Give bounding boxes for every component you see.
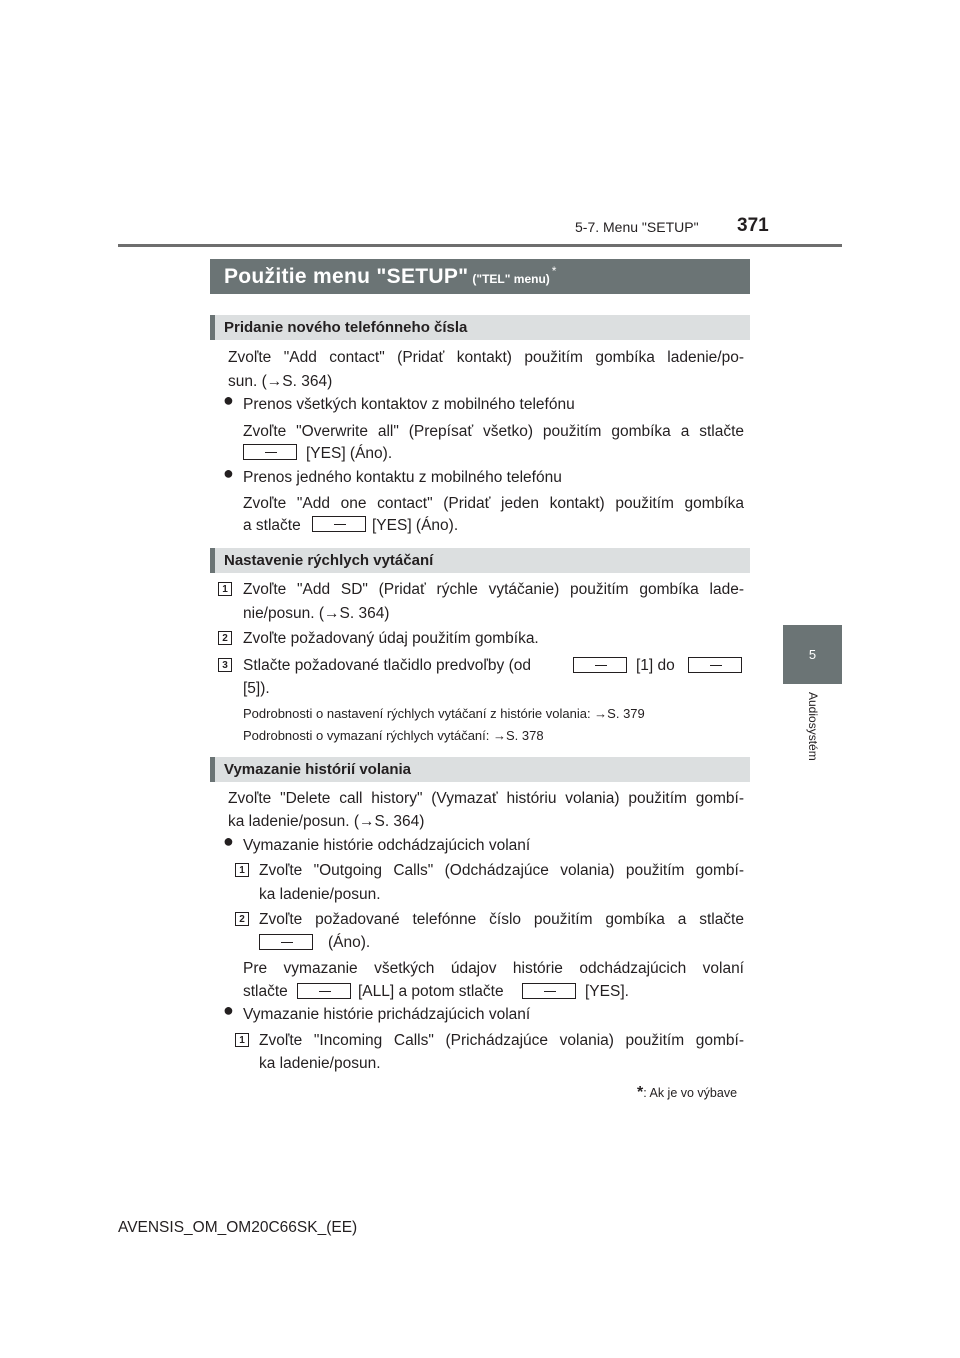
note: Podrobnosti o vymazaní rýchlych vytáčaní: →S. 378: [243, 728, 544, 743]
paragraph: Zvoľte "Outgoing Calls" (Odchádzajúce volania) použitím gombí-: [259, 862, 744, 879]
footnote-star-icon: *: [637, 1084, 644, 1101]
step-number: 2: [218, 631, 232, 645]
paragraph: Pre vymazanie všetkých údajov histórie odchádzajúcich volaní: [243, 960, 744, 977]
paragraph: stlačte: [243, 983, 288, 1000]
footnote-marker: *: [551, 263, 557, 278]
paragraph: [5]).: [243, 680, 270, 697]
paragraph: Zvoľte "Add SD" (Pridať rýchle vytáčanie) použitím gombíka lade-: [243, 581, 744, 598]
screen-button-icon: [297, 983, 351, 999]
paragraph: [YES].: [585, 983, 629, 1000]
paragraph: [ALL] a potom stlačte: [358, 983, 504, 1000]
bullet-label: Prenos všetkých kontaktov z mobilného telefónu: [243, 396, 575, 413]
paragraph: Zvoľte "Add contact" (Pridať kontakt) použitím gombíka ladenie/po-: [228, 349, 744, 366]
bullet-icon: ●: [223, 1000, 234, 1020]
screen-button-icon: [688, 657, 742, 673]
page-title-sub: ("TEL" menu): [472, 271, 550, 286]
paragraph: Zvoľte "Add one contact" (Pridať jeden kontakt) použitím gombíka: [243, 495, 744, 512]
step-number: 1: [218, 582, 232, 596]
section-heading-add-number: Pridanie nového telefónneho čísla: [210, 315, 750, 340]
screen-button-icon: [243, 444, 297, 460]
paragraph: Zvoľte "Overwrite all" (Prepísať všetko) použitím gombíka a stlačte: [243, 423, 744, 440]
document-code: AVENSIS_OM_OM20C66SK_(EE): [118, 1219, 358, 1236]
bullet-label: Prenos jedného kontaktu z mobilného telefónu: [243, 469, 562, 486]
section-title: 5-7. Menu "SETUP": [575, 219, 699, 235]
screen-button-icon: [573, 657, 627, 673]
screen-button-icon: [259, 934, 313, 950]
paragraph: [1] do: [636, 657, 675, 674]
paragraph: Zvoľte požadovaný údaj použitím gombíka.: [243, 630, 539, 647]
screen-button-icon: [312, 516, 366, 532]
chapter-tab: 5: [783, 625, 842, 684]
chapter-label: Audiosystém: [806, 692, 820, 761]
note: Podrobnosti o nastavení rýchlych vytáčaní z histórie volania: →S. 379: [243, 706, 645, 721]
bullet-label: Vymazanie histórie prichádzajúcich volaní: [243, 1006, 531, 1023]
page-number: 371: [737, 215, 769, 236]
paragraph: Stlačte požadované tlačidlo predvoľby (od: [243, 657, 532, 674]
paragraph: [YES] (Áno).: [306, 445, 393, 462]
footnote: [637, 1084, 737, 1102]
bullet-icon: ●: [223, 831, 234, 851]
footnote-text: : Ak je vo výbave: [643, 1086, 738, 1100]
step-number: 3: [218, 658, 232, 672]
bullet-icon: ●: [223, 463, 234, 483]
step-number: 2: [235, 912, 249, 926]
section-heading-delete-history: Vymazanie histórií volania: [210, 757, 750, 782]
paragraph: ka ladenie/posun.: [259, 886, 381, 903]
screen-button-icon: [522, 983, 576, 999]
paragraph: Zvoľte "Incoming Calls" (Prichádzajúce volania) použitím gombí-: [259, 1032, 744, 1049]
bullet-label: Vymazanie histórie odchádzajúcich volaní: [243, 837, 531, 854]
page-title-bar: [210, 259, 750, 294]
paragraph: (Áno).: [328, 934, 371, 951]
step-number: 1: [235, 863, 249, 877]
paragraph: ka ladenie/posun. (→S. 364): [228, 813, 425, 830]
paragraph: sun. (→S. 364): [228, 373, 333, 390]
paragraph: Zvoľte "Delete call history" (Vymazať históriu volania) použitím gombí-: [228, 790, 744, 807]
paragraph: nie/posun. (→S. 364): [243, 605, 390, 622]
bullet-icon: ●: [223, 390, 234, 410]
section-heading-speed-dial: Nastavenie rýchlych vytáčaní: [210, 548, 750, 573]
paragraph: [YES] (Áno).: [372, 517, 459, 534]
paragraph: a stlačte: [243, 517, 301, 534]
header-divider: [118, 244, 842, 247]
step-number: 1: [235, 1033, 249, 1047]
paragraph: ka ladenie/posun.: [259, 1055, 381, 1072]
page-title: Použitie menu "SETUP": [224, 264, 469, 288]
paragraph: Zvoľte požadované telefónne číslo použitím gombíka a stlačte: [259, 911, 744, 928]
